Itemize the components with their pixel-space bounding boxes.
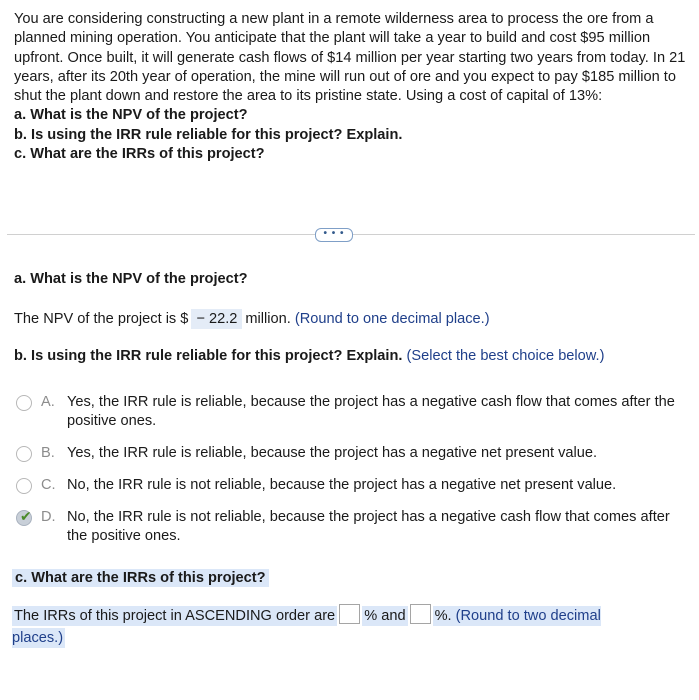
part-c-answer-line: The IRRs of this project in ASCENDING order are % and %. (Round to two decimal places.)	[12, 604, 632, 649]
npv-unit: million.	[245, 311, 291, 327]
question-b: b. Is using the IRR rule reliable for this project? Explain.	[14, 126, 403, 143]
part-a-answer-line	[14, 309, 490, 329]
question-c: c. What are the IRRs of this project?	[14, 146, 265, 163]
npv-prefix: The NPV of the project is $	[14, 311, 189, 327]
question-a: a. What is the NPV of the project?	[14, 107, 248, 124]
part-a-heading: a. What is the NPV of the project?	[14, 271, 248, 287]
irr-low-input[interactable]	[339, 604, 360, 624]
part-b-heading: b. Is using the IRR rule reliable for this project? Explain. (Select the best choice below.)	[14, 348, 605, 364]
choice-d[interactable]: ✔ D. No, the IRR rule is not reliable, because the project has a negative cash flow that comes after the positive ones.	[16, 508, 686, 546]
irr-high-input[interactable]	[410, 604, 431, 624]
npv-answer-field[interactable]: − 22.2	[191, 309, 242, 329]
radio-c[interactable]	[16, 478, 32, 494]
radio-a[interactable]	[16, 395, 32, 411]
radio-b[interactable]	[16, 446, 32, 462]
problem-text: You are considering constructing a new plant in a remote wilderness area to process the ore from a planned mining operation. You anticipate that the plant will take a year to build and cost $95 million upfront. Once built, it will generate cash flows of $14 million per year starting two years from today. In 21 years, after its 20th year of operation, the mine will run out of ore and you expect to pay $185 million to shut the plant down and restore the area to its pristine state. Using a cost of capital of 13%:	[14, 11, 686, 105]
npv-hint: (Round to one decimal place.)	[294, 311, 490, 327]
choice-b[interactable]: B. Yes, the IRR rule is reliable, because the project has a negative net present value.	[16, 444, 686, 463]
checkmark-icon: ✔	[20, 508, 32, 524]
radio-d-selected[interactable]	[16, 510, 32, 526]
choice-list	[16, 393, 686, 559]
part-c-heading: c. What are the IRRs of this project?	[12, 569, 269, 587]
choice-c[interactable]: C. No, the IRR rule is not reliable, because the project has a negative net present value.	[16, 476, 686, 495]
expand-more-button[interactable]: • • •	[315, 228, 353, 242]
problem-statement	[14, 10, 694, 164]
choice-a[interactable]: A. Yes, the IRR rule is reliable, because the project has a negative cash flow that comes after the positive ones.	[16, 393, 686, 431]
